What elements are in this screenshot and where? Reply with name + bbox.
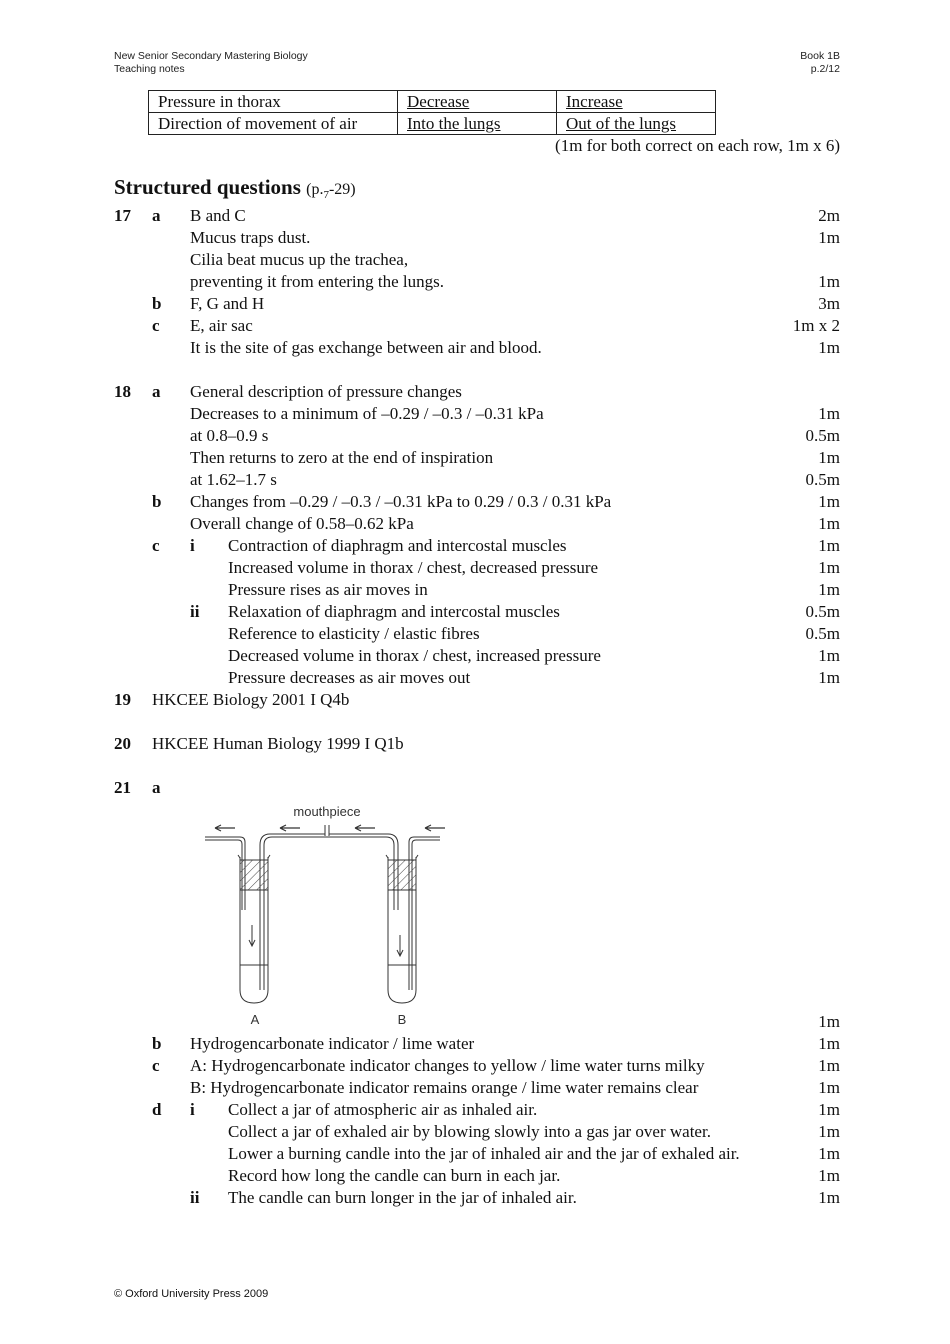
mark-allocation: 1m	[818, 492, 840, 511]
answer-text: Decreased volume in thorax / chest, increased pressure	[228, 646, 601, 665]
answer-row	[0, 689, 950, 711]
answer-text: E, air sac	[190, 316, 253, 335]
answer-text: Overall change of 0.58–0.62 kPa	[190, 514, 414, 533]
answer-text: It is the site of gas exchange between air and blood.	[190, 338, 542, 357]
answer-text: Lower a burning candle into the jar of inhaled air and the jar of exhaled air.	[228, 1144, 740, 1163]
mark-allocation: 1m	[818, 1122, 840, 1141]
question-number: 19	[114, 690, 131, 709]
answer-text: General description of pressure changes	[190, 382, 462, 401]
question-subpart: ii	[190, 602, 200, 621]
answer-row	[0, 1011, 950, 1033]
mark-allocation: 1m	[818, 514, 840, 533]
question-subpart: i	[190, 1100, 195, 1119]
mark-allocation: 1m	[818, 338, 840, 357]
answer-row	[0, 1143, 950, 1165]
table-row	[149, 113, 716, 135]
answer-text: Record how long the candle can burn in each jar.	[228, 1166, 561, 1185]
question-part: c	[152, 536, 160, 555]
answer-row	[0, 645, 950, 667]
question-part: d	[152, 1100, 162, 1119]
mark-allocation: 0.5m	[805, 470, 840, 489]
mark-allocation: 3m	[818, 294, 840, 313]
mark-allocation: 1m	[818, 272, 840, 291]
mark-allocation: 0.5m	[805, 602, 840, 621]
question-subpart: ii	[190, 1188, 200, 1207]
answer-row	[0, 469, 950, 491]
question-number: 21	[114, 778, 131, 797]
answer-list	[0, 205, 950, 1209]
answer-row	[0, 733, 950, 755]
answer-text: Collect a jar of atmospheric air as inhaled air.	[228, 1100, 538, 1119]
answer-row	[0, 425, 950, 447]
table-cell: Direction of movement of air	[149, 113, 398, 135]
answer-text: The candle can burn longer in the jar of inhaled air.	[228, 1188, 577, 1207]
answer-row	[0, 1077, 950, 1099]
answer-row	[0, 1055, 950, 1077]
answer-text: Pressure rises as air moves in	[228, 580, 428, 599]
answer-row	[0, 513, 950, 535]
answer-text: A: Hydrogencarbonate indicator changes to yellow / lime water turns milky	[190, 1056, 705, 1075]
mark-allocation: 1m	[818, 1100, 840, 1119]
answer-text: B: Hydrogencarbonate indicator remains orange / lime water remains clear	[190, 1078, 699, 1097]
answer-text: Relaxation of diaphragm and intercostal muscles	[228, 602, 560, 621]
mark-allocation: 1m	[818, 668, 840, 687]
mark-allocation: 1m	[818, 1012, 840, 1031]
mark-allocation: 1m	[818, 1166, 840, 1185]
question-part: a	[152, 206, 161, 225]
answer-row	[0, 403, 950, 425]
answer-text: B and C	[190, 206, 246, 225]
section-title: Structured questions $(p._7-29)$	[114, 175, 356, 202]
answer-text: at 0.8–0.9 s	[190, 426, 269, 445]
answer-row	[0, 535, 950, 557]
answer-row	[0, 1033, 950, 1055]
answer-row	[0, 601, 950, 623]
answer-row	[0, 293, 950, 315]
mark-allocation: 1m	[818, 404, 840, 423]
page-number: p.2/12	[810, 63, 840, 75]
mark-allocation: 0.5m	[805, 624, 840, 643]
answer-text: preventing it from entering the lungs.	[190, 272, 444, 291]
answer-row	[0, 271, 950, 293]
table-cell: Pressure in thorax	[149, 91, 398, 113]
answer-text: at 1.62–1.7 s	[190, 470, 277, 489]
header-right	[800, 50, 840, 76]
mark-allocation: 1m	[818, 1188, 840, 1207]
question-number: 17	[114, 206, 131, 225]
answer-text: Reference to elasticity / elastic fibres	[228, 624, 480, 643]
question-number: 18	[114, 382, 131, 401]
answer-row	[0, 491, 950, 513]
answer-row	[0, 1187, 950, 1209]
mark-allocation: 1m	[818, 580, 840, 599]
question-part: a	[152, 382, 161, 401]
answer-text: F, G and H	[190, 294, 265, 313]
answer-row	[0, 381, 950, 403]
question-part: a	[152, 778, 161, 797]
answer-row	[0, 623, 950, 645]
answer-text: Contraction of diaphragm and intercostal muscles	[228, 536, 567, 555]
question-part: c	[152, 316, 160, 335]
question-part: b	[152, 294, 162, 313]
mark-allocation: 0.5m	[805, 426, 840, 445]
answer-row	[0, 315, 950, 337]
mark-allocation: 1m	[818, 1078, 840, 1097]
table-cell: Decrease	[398, 91, 557, 113]
answer-text: Cilia beat mucus up the trachea,	[190, 250, 409, 269]
mark-allocation: 1m	[818, 1056, 840, 1075]
mark-allocation: 1m	[818, 646, 840, 665]
answer-table	[148, 90, 716, 135]
page-ref: $(p._7-29)$	[306, 181, 356, 202]
answer-text: Hydrogencarbonate indicator / lime water	[190, 1034, 475, 1053]
answer-text: Then returns to zero at the end of inspiration	[190, 448, 494, 467]
header-left	[114, 50, 308, 76]
table-cell: Increase	[557, 91, 716, 113]
answer-text: Pressure decreases as air moves out	[228, 668, 471, 687]
answer-text: HKCEE Human Biology 1999 I Q1b	[152, 734, 404, 753]
mark-allocation: 1m	[818, 1034, 840, 1053]
table-row	[149, 91, 716, 113]
mark-allocation: 1m	[818, 228, 840, 247]
book-label: Book 1B	[800, 50, 840, 62]
answer-text: Decreases to a minimum of –0.29 / –0.3 / –0.31 kPa	[190, 404, 544, 423]
mouthpiece-label: mouthpiece	[293, 804, 361, 819]
footer-copyright: © Oxford University Press 2009	[114, 1288, 269, 1300]
mark-allocation: 1m	[818, 536, 840, 555]
answer-text: Increased volume in thorax / chest, decreased pressure	[228, 558, 599, 577]
answer-row	[0, 249, 950, 271]
answer-row	[0, 579, 950, 601]
table-note: (1m for both correct on each row, 1m x 6)	[555, 136, 840, 155]
answer-row	[0, 205, 950, 227]
question-subpart: i	[190, 536, 195, 555]
question-part: b	[152, 1034, 162, 1053]
mark-allocation: 1m x 2	[792, 316, 840, 335]
tube-a-label: A	[250, 1012, 260, 1027]
mark-allocation: 2m	[818, 206, 840, 225]
table-cell: Into the lungs	[398, 113, 557, 135]
table-cell: Out of the lungs	[557, 113, 716, 135]
answer-row	[0, 1165, 950, 1187]
book-title: New Senior Secondary Mastering Biology	[114, 50, 308, 62]
answer-text: HKCEE Biology 2001 I Q4b	[152, 690, 350, 709]
answer-text: Mucus traps dust.	[190, 228, 311, 247]
answer-text: Changes from –0.29 / –0.3 / –0.31 kPa to 0.29 / 0.3 / 0.31 kPa	[190, 492, 612, 511]
mark-allocation: 1m	[818, 1144, 840, 1163]
answer-row	[0, 1121, 950, 1143]
answer-row	[0, 777, 950, 799]
answer-row	[0, 447, 950, 469]
answer-row	[0, 667, 950, 689]
answer-row	[0, 227, 950, 249]
question-part: c	[152, 1056, 160, 1075]
subtitle: Teaching notes	[114, 63, 185, 75]
question-part: b	[152, 492, 162, 511]
answer-row	[0, 1099, 950, 1121]
question-number: 20	[114, 734, 131, 753]
tube-b-label: B	[397, 1012, 407, 1027]
answer-text: Collect a jar of exhaled air by blowing slowly into a gas jar over water.	[228, 1122, 711, 1141]
answer-row	[0, 337, 950, 359]
mark-allocation: 1m	[818, 448, 840, 467]
answer-row	[0, 557, 950, 579]
mark-allocation: 1m	[818, 558, 840, 577]
